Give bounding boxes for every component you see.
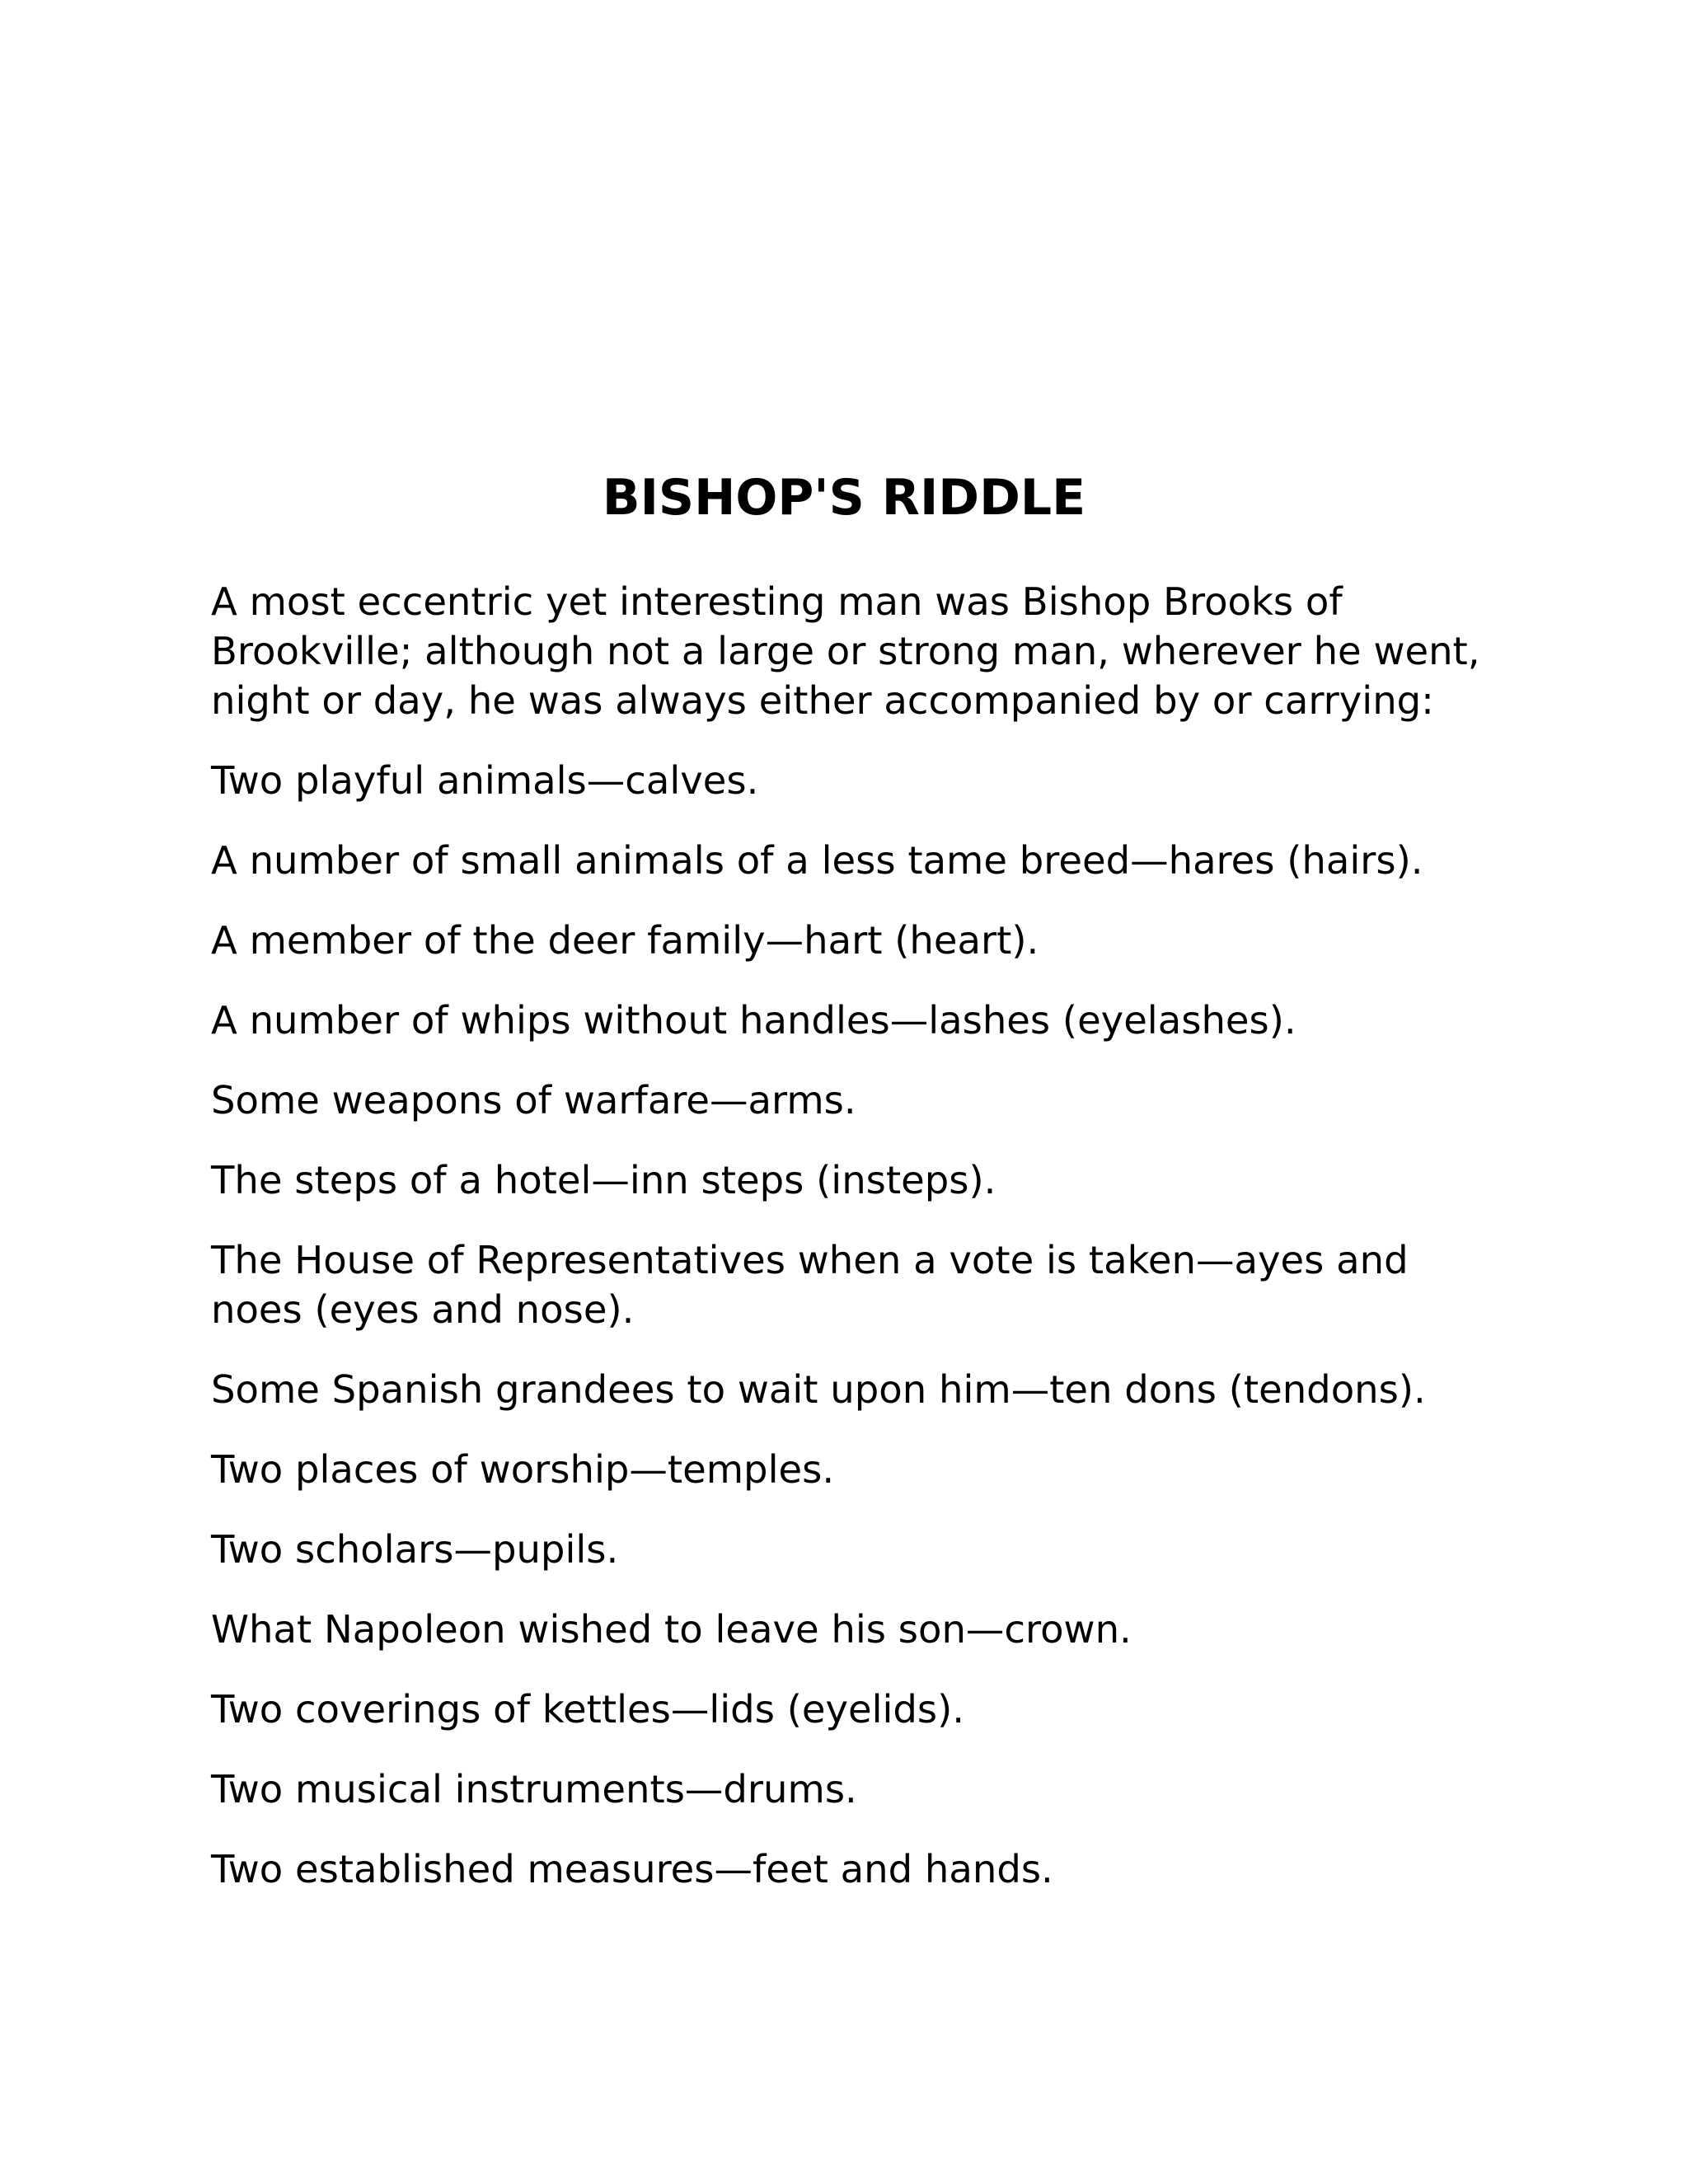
riddle-item: A number of whips without handles—lashes (eyelashes). <box>211 998 1296 1043</box>
riddle-item: Some Spanish grandees to wait upon him—ten dons (tendons). <box>211 1367 1426 1412</box>
riddle-item: Some weapons of warfare—arms. <box>211 1078 856 1122</box>
document-body <box>211 577 1497 1924</box>
riddle-item: What Napoleon wished to leave his son—crown. <box>211 1607 1132 1652</box>
page-title: BISHOP'S RIDDLE <box>602 469 1086 527</box>
riddle-item: Two musical instruments—drums. <box>211 1767 857 1811</box>
riddle-item: Two scholars—pupils. <box>211 1527 619 1572</box>
riddle-item: Two established measures—feet and hands. <box>211 1847 1053 1891</box>
intro-paragraph: A most eccentric yet interesting man was Bishop Brooks of Brookville; although not a large or strong man, wherever he went, night or day, he was always either accompanied by or carrying: <box>211 579 1480 723</box>
riddle-item: The House of Representatives when a vote is taken—ayes and noes (eyes and nose). <box>211 1238 1409 1332</box>
riddle-item: Two places of worship—temples. <box>211 1447 835 1492</box>
riddle-item: Two playful animals—calves. <box>211 758 759 803</box>
riddle-item: A number of small animals of a less tame breed—hares (hairs). <box>211 838 1423 883</box>
riddle-item: Two coverings of kettles—lids (eyelids). <box>211 1687 965 1732</box>
riddle-item: A member of the deer family—hart (heart). <box>211 918 1039 963</box>
riddle-item: The steps of a hotel—inn steps (insteps). <box>211 1158 996 1202</box>
